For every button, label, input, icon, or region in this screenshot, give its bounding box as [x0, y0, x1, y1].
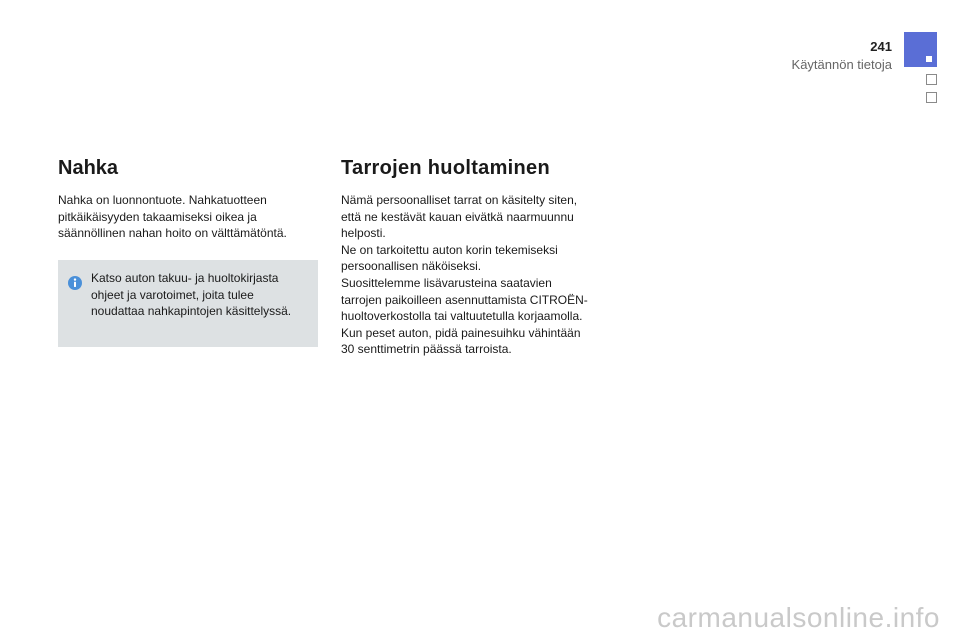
decals-section: [341, 156, 611, 358]
page-number: 241: [870, 39, 892, 54]
watermark: carmanualsonline.info: [657, 602, 940, 633]
chapter-tab-empty: [926, 74, 937, 85]
chapter-tab-active: [904, 32, 937, 67]
info-box: [58, 260, 318, 347]
chapter-tab-marker: [926, 56, 932, 62]
leather-section: [58, 156, 320, 242]
info-icon: [68, 276, 82, 290]
decals-heading: Tarrojen huoltaminen: [341, 157, 550, 179]
info-text: Katso auton takuu- ja huoltokirjasta ohjeet ja varotoimet, joita tulee noudattaa nahkapintojen käsittelyssä.: [91, 271, 292, 319]
section-title: Käytännön tietoja: [791, 57, 892, 72]
leather-heading: Nahka: [58, 157, 119, 179]
leather-body: Nahka on luonnontuote. Nahkatuotteen pitkäikäisyyden takaamiseksi oikea ja säännöllinen nahan hoito on välttämätöntä.: [58, 193, 287, 241]
decals-body: Nämä persoonalliset tarrat on käsitelty siten, että ne kestävät kauan eivätkä naarmuunnu helposti. Ne on tarkoitettu auton korin tekemiseksi persoonallisen näköiseksi. Suosittelemme lisävarusteina saatavien tarrojen paikoilleen asennuttamista CITROËN- huoltoverkostolla tai valtuutetulla korjaamolla. Kun peset auton, pidä painesuihku vähintään 30 senttimetrin päässä tarroista.: [341, 193, 588, 357]
chapter-tab-empty: [926, 92, 937, 103]
